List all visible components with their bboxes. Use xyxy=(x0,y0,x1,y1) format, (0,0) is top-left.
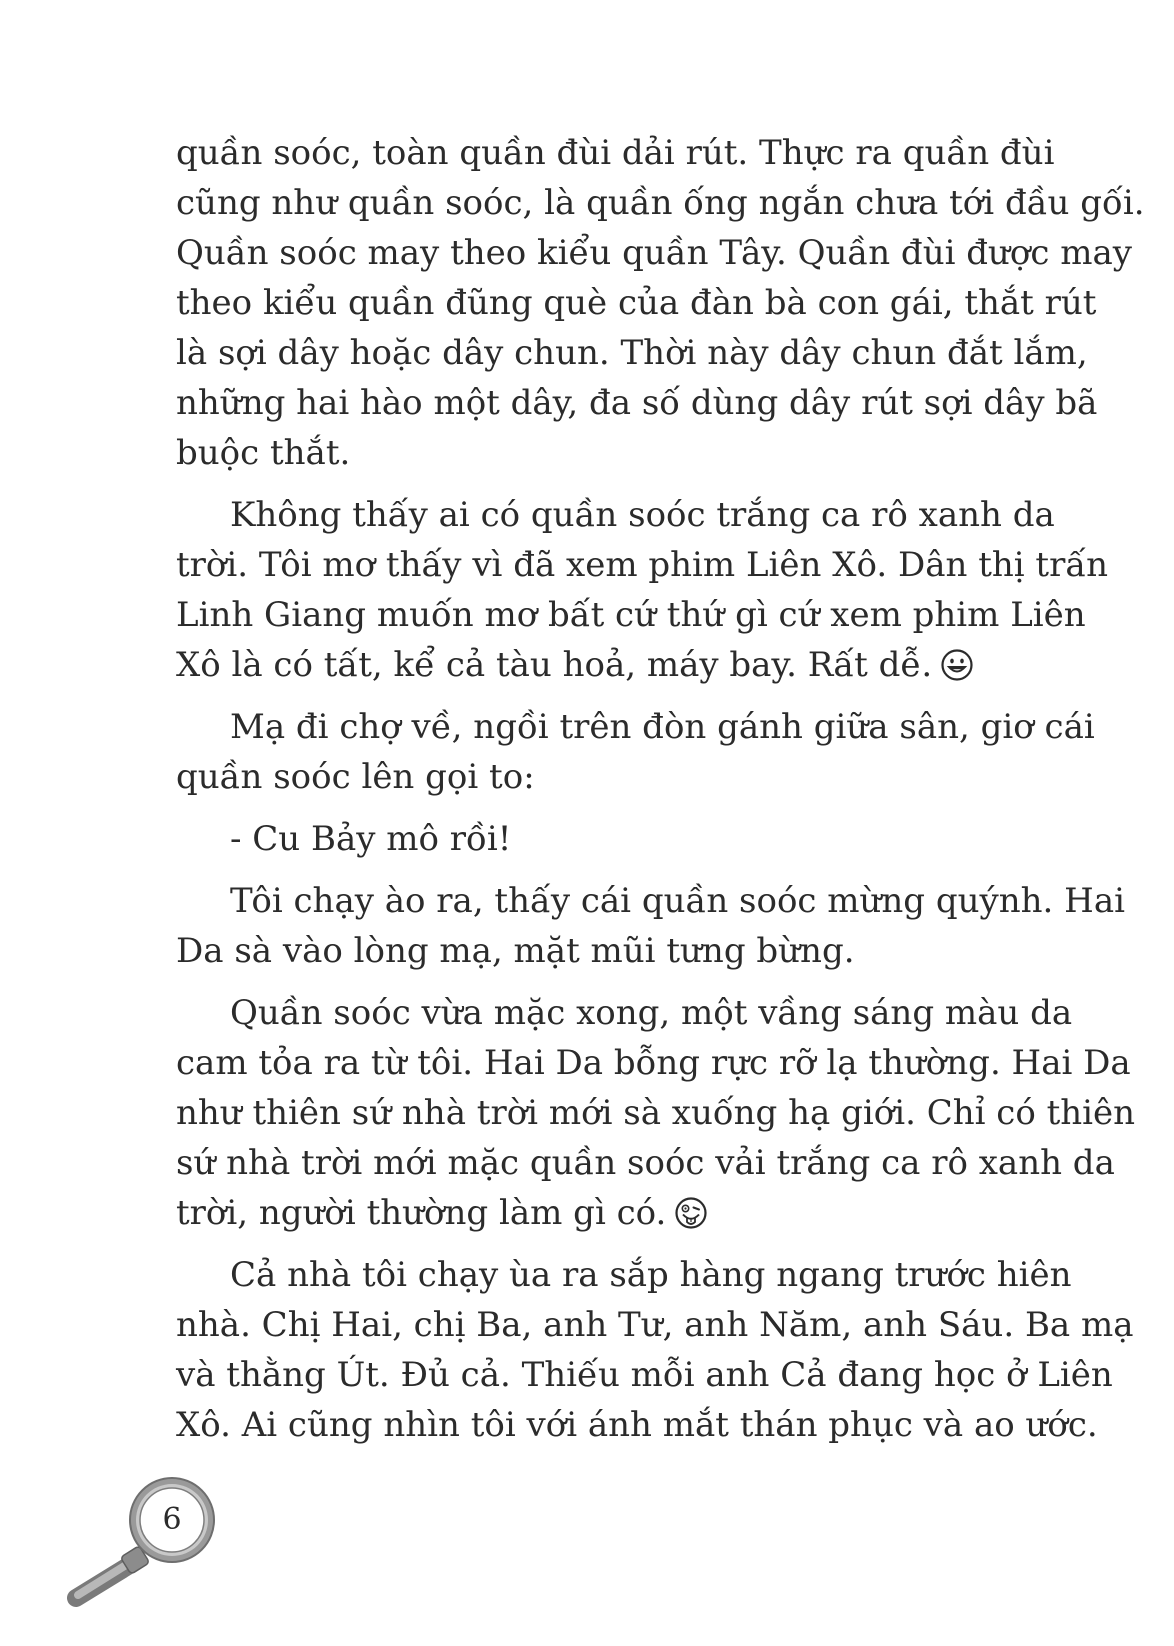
paragraph-2 xyxy=(176,490,1109,690)
text-line: là sợi dây hoặc dây chun. Thời này dây chun đắt lắm, xyxy=(176,333,1088,373)
paragraph-3 xyxy=(176,702,1095,802)
text-line: quần soóc lên gọi to: xyxy=(176,757,535,797)
text-line: cũng như quần soóc, là quần ống ngắn chưa tới đầu gối. xyxy=(176,183,1145,223)
paragraph-4 xyxy=(176,814,1014,864)
text-line xyxy=(176,640,1014,690)
text-line: như thiên sứ nhà trời mới sà xuống hạ giới. Chỉ có thiên xyxy=(176,1093,1136,1133)
paragraph-5 xyxy=(176,876,1125,976)
text-line xyxy=(176,1188,1014,1238)
text-line: Không thấy ai có quần soóc trắng ca rô xanh da xyxy=(230,495,1055,535)
text-line: theo kiểu quần đũng què của đàn bà con gái, thắt rút xyxy=(176,283,1097,323)
text-line: Quần soóc may theo kiểu quần Tây. Quần đùi được may xyxy=(176,233,1132,273)
text-line: - Cu Bảy mô rồi! xyxy=(230,819,512,859)
text-line-content: Xô là có tất, kể cả tàu hoả, máy bay. Rất dễ. xyxy=(176,645,933,685)
paragraph-1 xyxy=(176,128,1145,478)
page-number: 6 xyxy=(162,1502,182,1537)
text-line-content: trời, người thường làm gì có. xyxy=(176,1193,667,1233)
text-line: Linh Giang muốn mơ bất cứ thứ gì cứ xem phim Liên xyxy=(176,595,1086,635)
text-line: Xô. Ai cũng nhìn tôi với ánh mắt thán phục và ao ước. xyxy=(176,1405,1098,1445)
text-line: sứ nhà trời mới mặc quần soóc vải trắng ca rô xanh da xyxy=(176,1143,1115,1183)
text-line: cam tỏa ra từ tôi. Hai Da bỗng rực rỡ lạ thường. Hai Da xyxy=(176,1043,1131,1083)
text-line: những hai hào một dây, đa số dùng dây rút sợi dây bã xyxy=(176,383,1098,423)
text-line: và thằng Út. Đủ cả. Thiếu mỗi anh Cả đang học ở Liên xyxy=(176,1355,1113,1395)
grinning-face-icon xyxy=(940,648,974,682)
text-line: nhà. Chị Hai, chị Ba, anh Tư, anh Năm, anh Sáu. Ba mạ xyxy=(176,1305,1134,1345)
text-line: Cả nhà tôi chạy ùa ra sắp hàng ngang trước hiên xyxy=(230,1255,1072,1295)
text-line: trời. Tôi mơ thấy vì đã xem phim Liên Xô. Dân thị trấn xyxy=(176,545,1109,585)
text-line: Quần soóc vừa mặc xong, một vầng sáng màu da xyxy=(230,993,1073,1033)
text-line: quần soóc, toàn quần đùi dải rút. Thực ra quần đùi xyxy=(176,133,1055,173)
paragraph-7 xyxy=(176,1250,1134,1450)
body-text xyxy=(176,128,1145,1462)
text-line: buộc thắt. xyxy=(176,433,351,473)
tongue-out-face-icon xyxy=(674,1196,708,1230)
paragraph-6 xyxy=(176,988,1136,1238)
text-line: Tôi chạy ào ra, thấy cái quần soóc mừng quýnh. Hai xyxy=(230,881,1125,921)
text-line: Mạ đi chợ về, ngồi trên đòn gánh giữa sân, giơ cái xyxy=(230,707,1095,747)
text-line: Da sà vào lòng mạ, mặt mũi tưng bừng. xyxy=(176,931,855,971)
